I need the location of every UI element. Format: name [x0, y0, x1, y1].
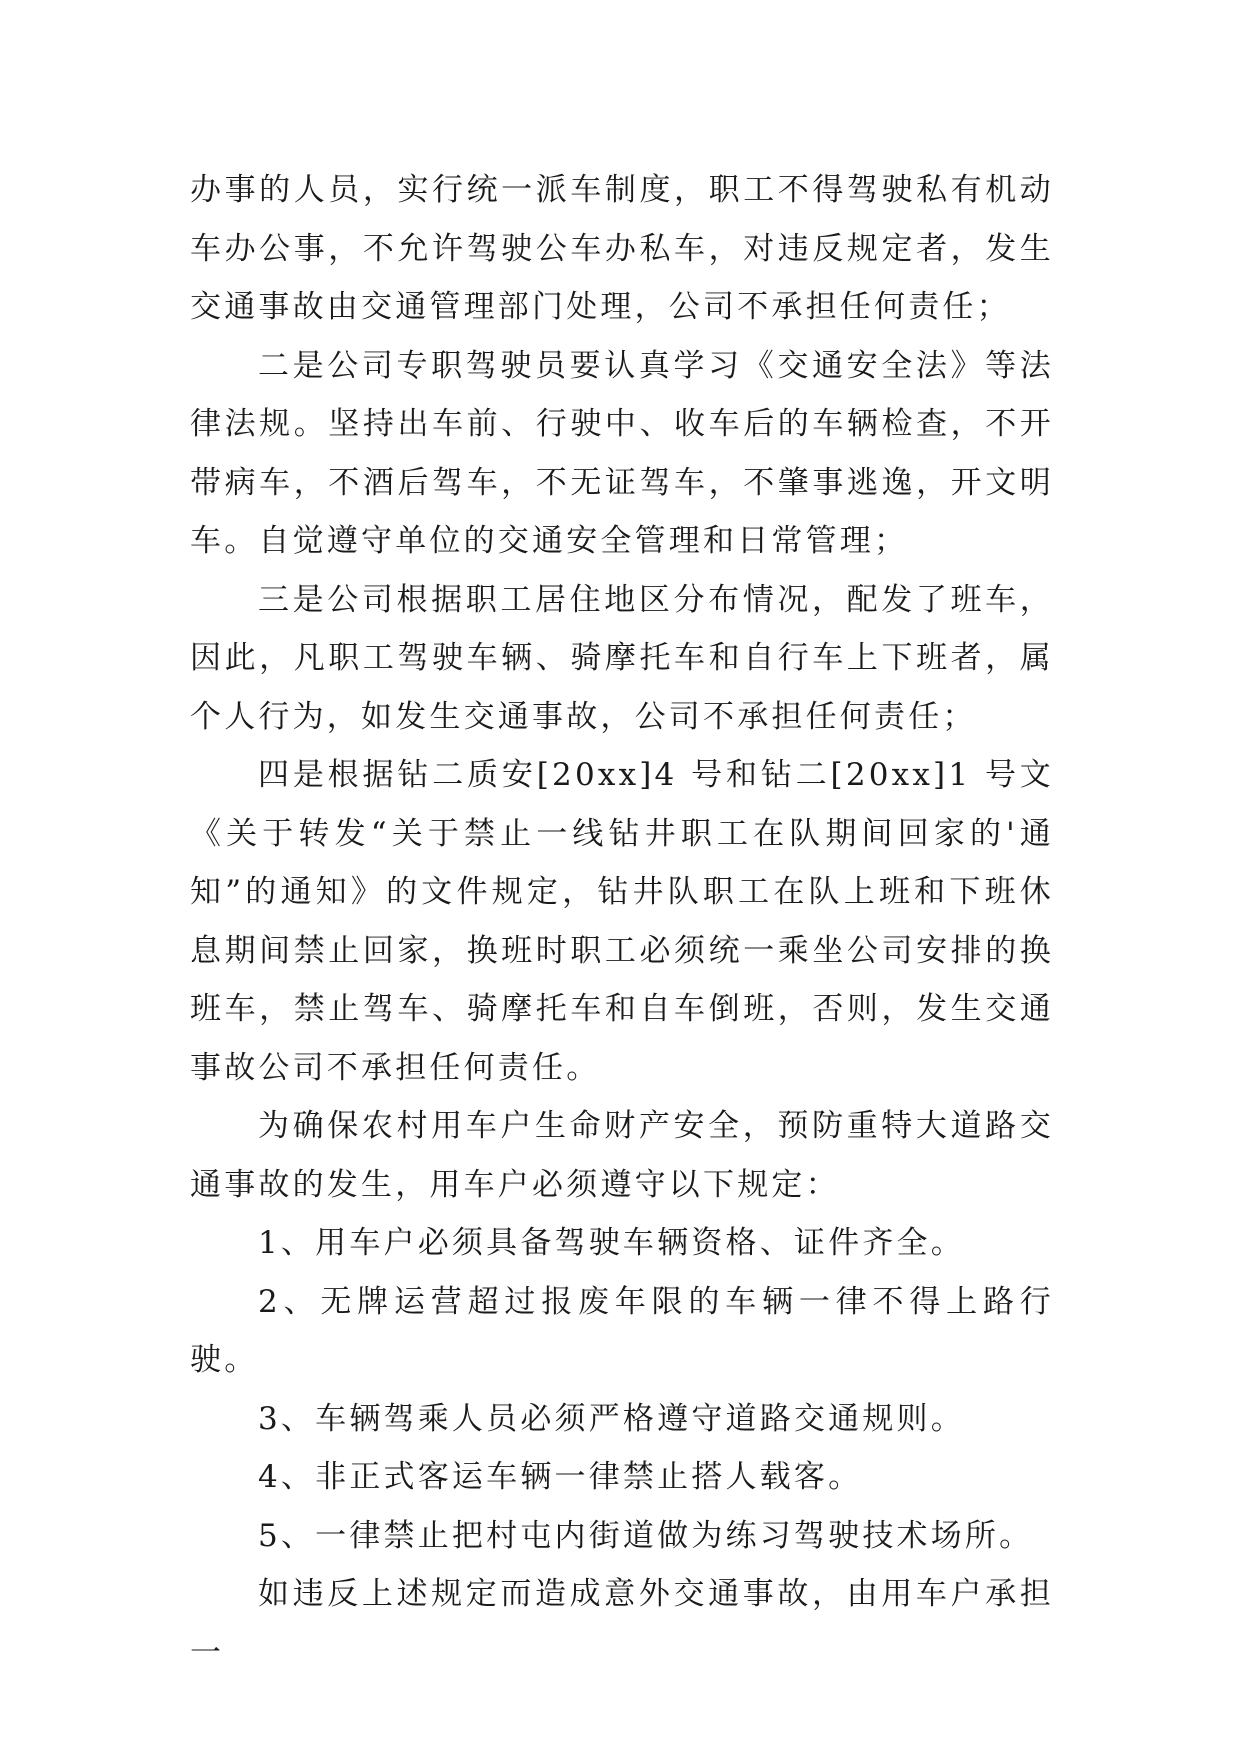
rule-item-3: 3、车辆驾乘人员必须严格遵守道路交通规则。: [258, 1400, 965, 1437]
paragraph-rural-intro: 为确保农村用车户生命财产安全，预防重特大道路交通事故的发生，用车户必须遵守以下规定：: [190, 1108, 1054, 1203]
rule-item-5: 5、一律禁止把村屯内街道做为练习驾驶技术场所。: [258, 1517, 1034, 1554]
paragraph-liability: 如违反上述规定而造成意外交通事故，由用车户承担一: [190, 1576, 1054, 1671]
rule-item-1: 1、用车户必须具备驾驶车辆资格、证件齐全。: [258, 1225, 965, 1261]
paragraph-company-vehicle-policy: 办事的人员，实行统一派车制度，职工不得驾驶私有机动车办公事，不允许驾驶公车办私车，对违反规定者，发生交通事故由交通管理部门处理，公司不承担任何责任；: [190, 172, 1054, 325]
rule-item-4: 4、非正式客运车辆一律禁止搭人载客。: [258, 1459, 863, 1495]
paragraph-shuttle-bus: 三是公司根据职工居住地区分布情况，配发了班车，因此，凡职工驾驶车辆、骑摩托车和自行车上下班者，属个人行为，如发生交通事故，公司不承担任何责任；: [190, 581, 1054, 735]
document-body: [190, 161, 1054, 1682]
paragraph-driver-study: 二是公司专职驾驶员要认真学习《交通安全法》等法律法规。坚持出车前、行驶中、收车后的车辆检查，不开带病车，不酒后驾车，不无证驾车，不肇事逃逸，开文明车。自觉遵守单位的交通安全管理和日常管理；: [190, 347, 1054, 559]
rule-item-2: 2、无牌运营超过报废年限的车辆一律不得上路行驶。: [190, 1283, 1054, 1378]
paragraph-drilling-team-rule: 四是根据钻二质安[20xx]4 号和钻二[20xx]1 号文《关于转发“关于禁止一线钻井职工在队期间回家的'通知”的通知》的文件规定，钻井队职工在队上班和下班休息期间禁止回家，换班时职工必须统一乘坐公司安排的换班车，禁止驾车、骑摩托车和自车倒班，否则，发生交通事故公司不承担任何责任。: [190, 757, 1054, 1086]
